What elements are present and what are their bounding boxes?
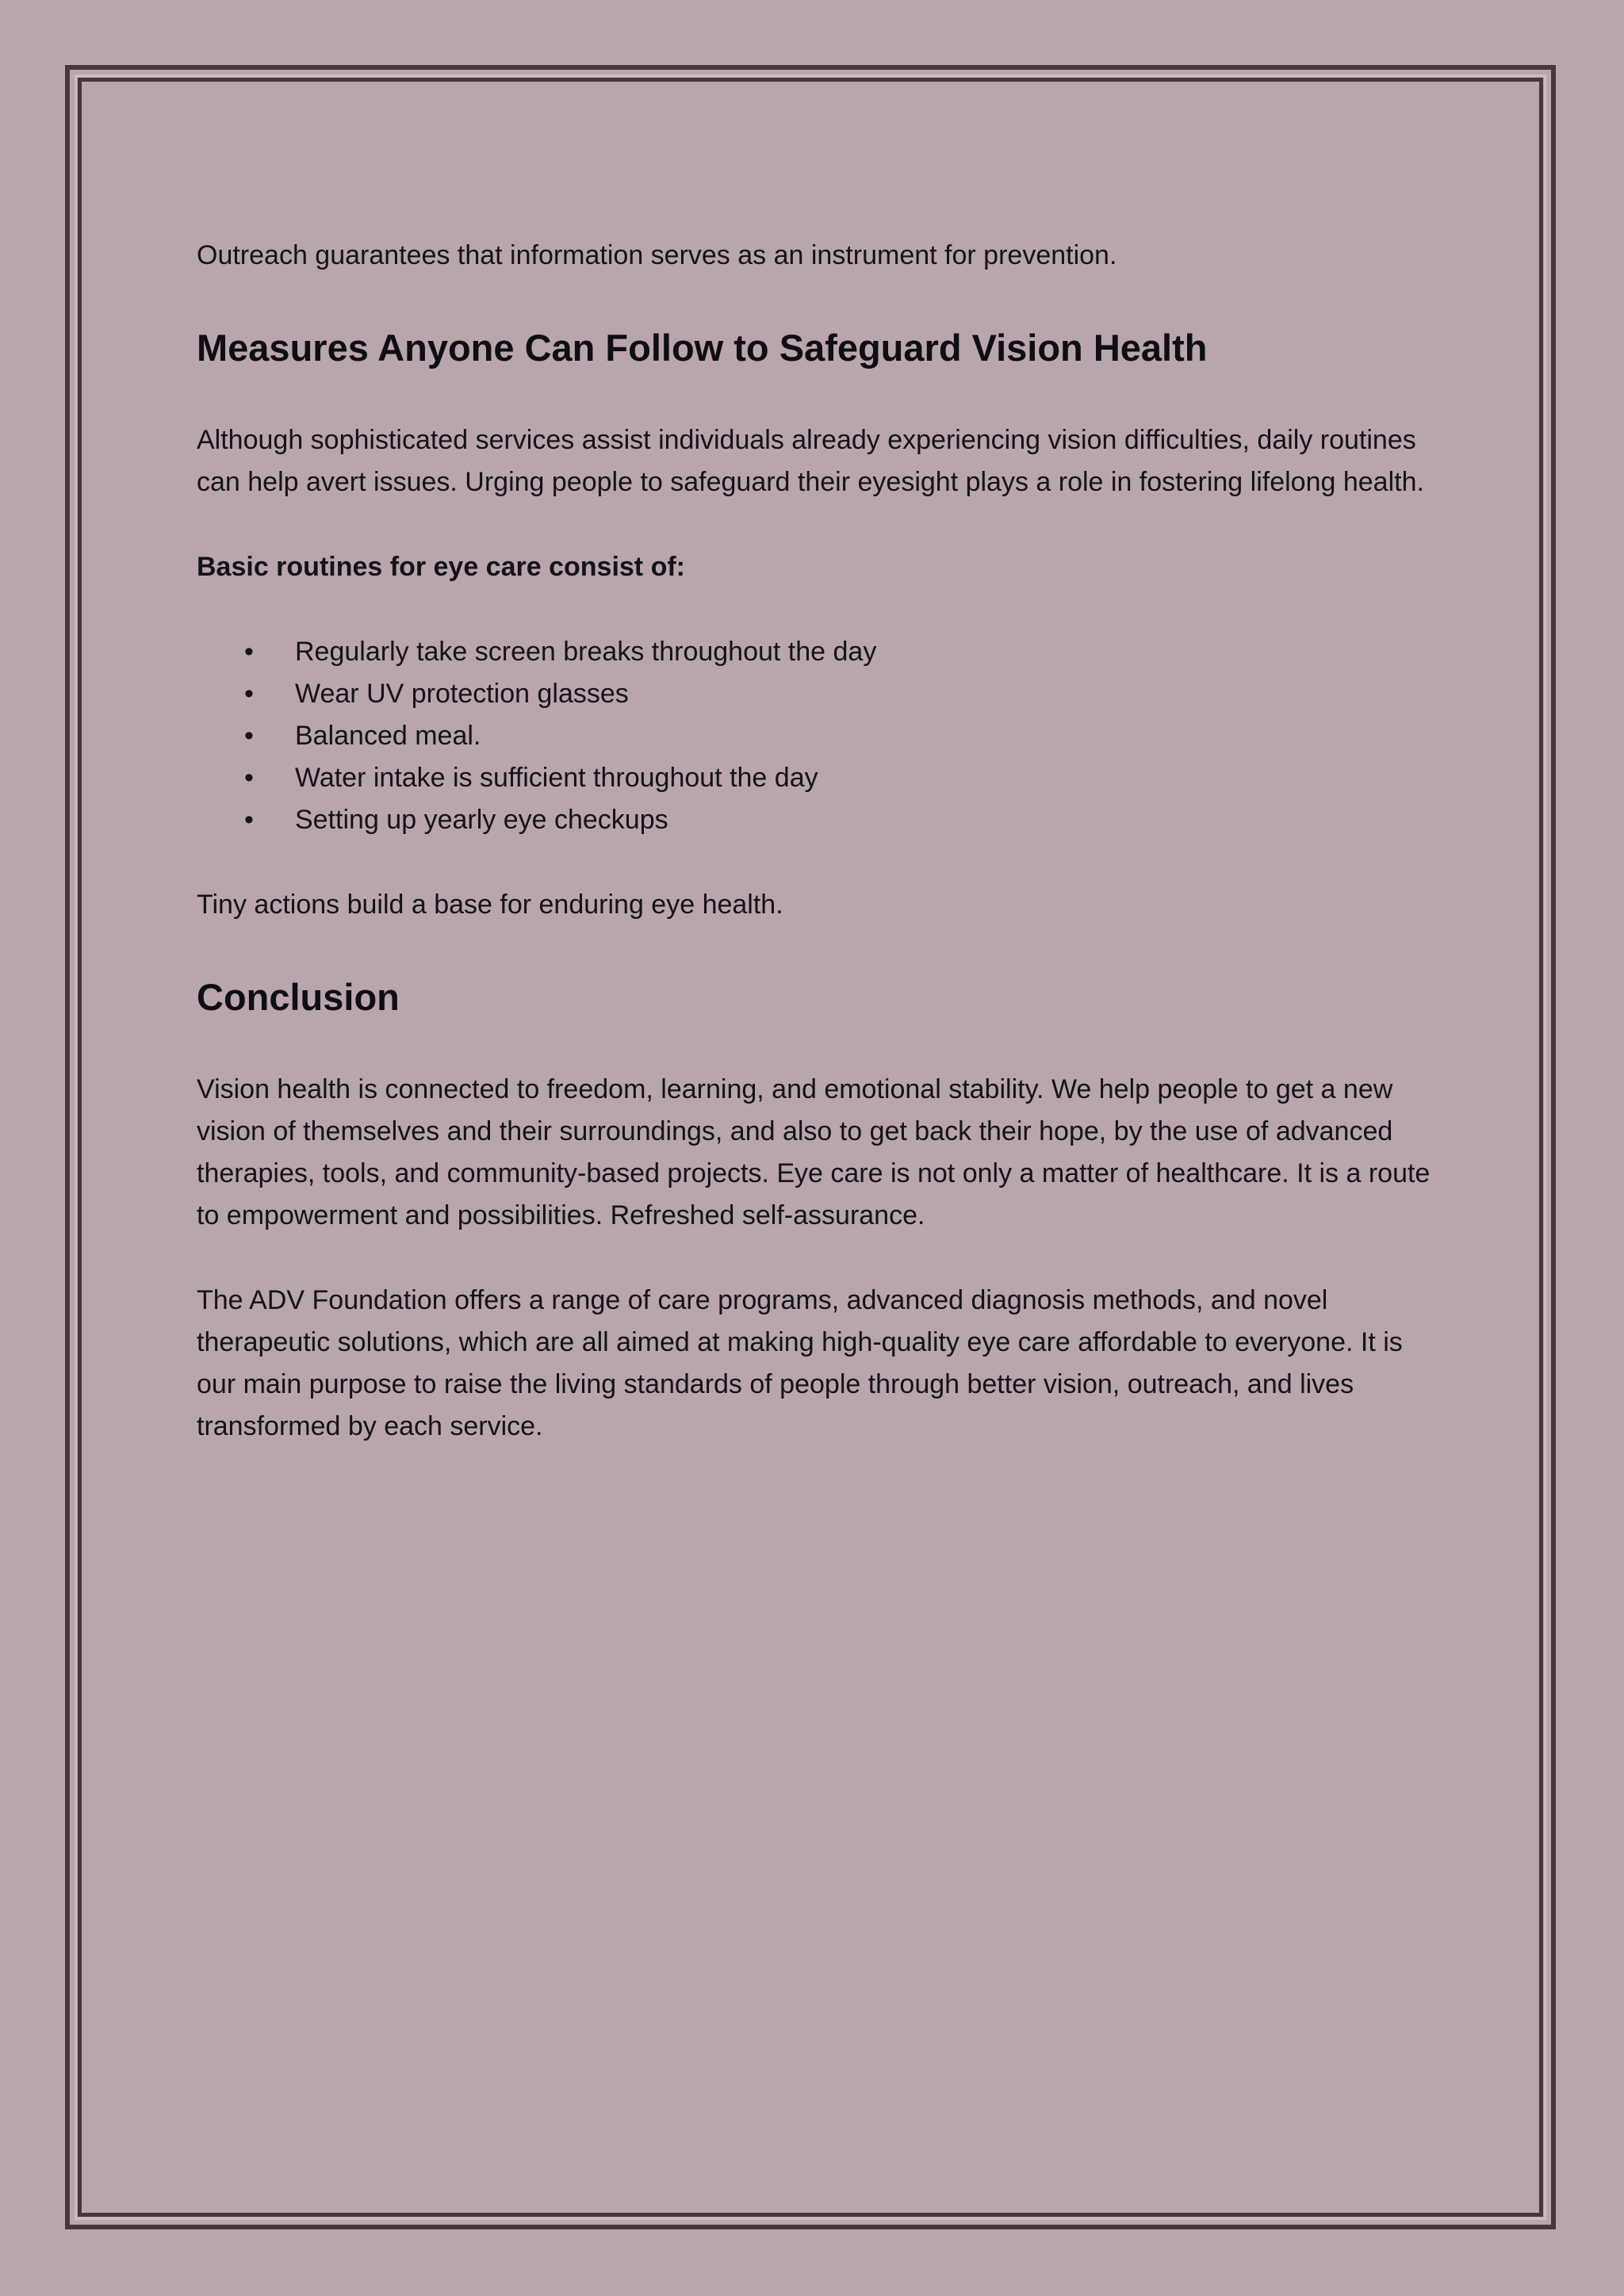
list-item <box>197 799 1434 841</box>
list-item <box>197 757 1434 799</box>
list-item-text: Balanced meal. <box>295 721 481 751</box>
tiny-actions-paragraph: Tiny actions build a base for enduring eye health. <box>197 890 783 920</box>
list-item-text: Regularly take screen breaks throughout the day <box>295 637 877 667</box>
document-body <box>197 235 1434 1448</box>
conclusion-paragraph-1: Vision health is connected to freedom, learning, and emotional stability. We help people to get a new vision of themselves and their surroundings, and also to get back their hope, by the use of advanced therapies, tools, and community-based projects. Eye care is not only a matter of healthcare. It is a route to empowerment and possibilities. Refreshed self-assurance. <box>197 1074 1431 1230</box>
list-item <box>197 673 1434 715</box>
list-item <box>197 631 1434 673</box>
measures-paragraph: Although sophisticated services assist individuals already experiencing vision difficulties, daily routines can help avert issues. Urging people to safeguard their eyesight plays a role in fostering lifelong health. <box>197 425 1424 497</box>
bullet-icon: • <box>244 637 254 667</box>
conclusion-heading: Conclusion <box>197 976 400 1018</box>
bullet-icon: • <box>244 679 254 709</box>
list-item <box>197 715 1434 757</box>
list-item-text: Setting up yearly eye checkups <box>295 805 668 835</box>
bullet-icon: • <box>244 805 254 835</box>
routine-list <box>197 631 1434 841</box>
routines-intro: Basic routines for eye care consist of: <box>197 552 685 582</box>
list-item-text: Water intake is sufficient throughout the day <box>295 763 818 793</box>
bullet-icon: • <box>244 763 254 793</box>
conclusion-paragraph-2: The ADV Foundation offers a range of care programs, advanced diagnosis methods, and novel therapeutic solutions, which are all aimed at making high-quality eye care affordable to everyone. It is our main purpose to raise the living standards of people through better vision, outreach, and lives transformed by each service. <box>197 1285 1403 1441</box>
intro-paragraph: Outreach guarantees that information serves as an instrument for prevention. <box>197 240 1117 270</box>
list-item-text: Wear UV protection glasses <box>295 679 629 709</box>
bullet-icon: • <box>244 721 254 751</box>
measures-heading: Measures Anyone Can Follow to Safeguard Vision Health <box>197 327 1208 369</box>
